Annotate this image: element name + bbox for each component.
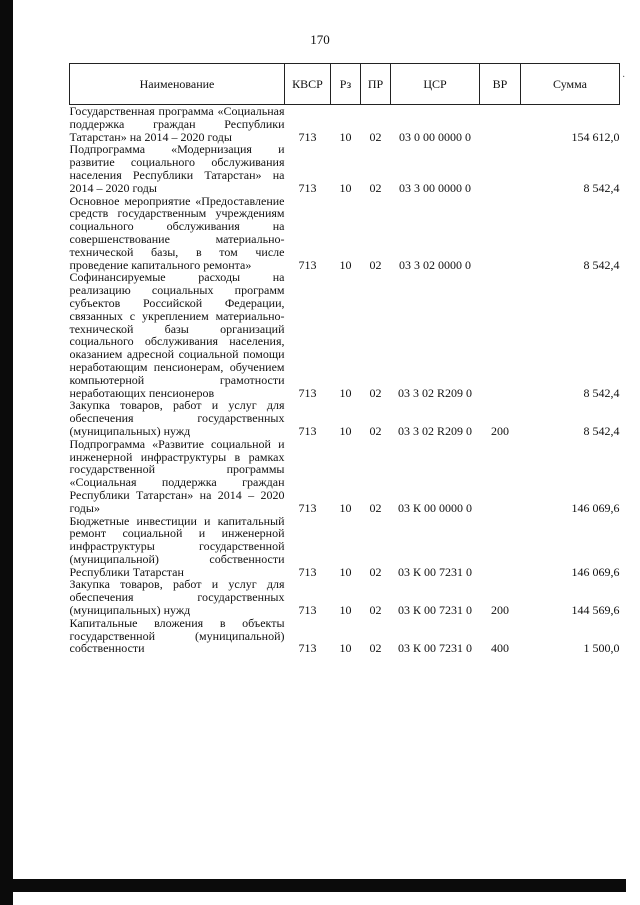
budget-table	[69, 63, 620, 655]
table-row	[70, 438, 620, 515]
header-vr: ВР	[480, 64, 521, 105]
cell-name: Подпрограмма «Модернизация и развитие социального обслуживания населения Республики Татарстан» на 2014 – 2020 годы	[69, 142, 285, 195]
cell-rz: 10	[339, 641, 352, 656]
table-row	[70, 105, 620, 144]
cell-csr: 03 3 00 0000 0	[399, 180, 471, 195]
cell-csr: 03 3 02 0000 0	[399, 257, 471, 272]
table-row	[70, 143, 620, 194]
cell-kvsr: 713	[298, 641, 317, 656]
cell-csr: 03 К 00 7231 0	[397, 603, 472, 618]
cell-pr: 02	[369, 257, 382, 272]
cell-rz: 10	[339, 257, 352, 272]
cell-sum: 154 612,0	[571, 129, 620, 144]
cell-sum: 8 542,4	[583, 180, 620, 195]
cell-rz: 10	[339, 564, 352, 579]
cell-csr: 03 К 00 7231 0	[397, 641, 472, 656]
cell-kvsr: 713	[298, 385, 317, 400]
cell-sum: 8 542,4	[583, 257, 620, 272]
cell-pr: 02	[369, 564, 382, 579]
cell-vr	[480, 271, 521, 399]
cell-sum: 146 069,6	[571, 564, 620, 579]
cell-vr	[480, 143, 521, 194]
cell-csr: 03 0 00 0000 0	[399, 129, 471, 144]
cell-vr: 200	[491, 423, 509, 438]
cell-kvsr: 713	[298, 180, 317, 195]
table-row	[70, 399, 620, 437]
header-rz: Рз	[331, 64, 361, 105]
scan-mark: ·	[622, 72, 626, 83]
table-row	[70, 578, 620, 616]
cell-sum: 144 569,6	[571, 603, 620, 618]
table-header-row	[70, 64, 620, 105]
cell-sum: 1 500,0	[583, 641, 620, 656]
header-csr: ЦСР	[391, 64, 480, 105]
cell-vr: 200	[491, 603, 509, 618]
scan-bottom-edge	[0, 879, 626, 892]
cell-rz: 10	[339, 603, 352, 618]
cell-pr: 02	[369, 603, 382, 618]
cell-name: Основное мероприятие «Предоставление средств государственным учреждениям социального обслуживания на совершенствование материально-технической базы, в том числе проведение капитального ремонта»	[69, 193, 285, 272]
cell-pr: 02	[369, 385, 382, 400]
cell-rz: 10	[339, 129, 352, 144]
cell-name: Софинансируемые расходы на реализацию социальных программ субъектов Российской Федерации, связанных с укреплением материально-технической базы организаций социального обслуживания населения, оказанием адресной социальной помощи неработающим пенсионерам, обучением компьютерной грамотности неработающих пенсионеров	[69, 270, 285, 400]
cell-name: Закупка товаров, работ и услуг для обеспечения государственных (муниципальных) нужд	[69, 577, 285, 618]
cell-kvsr: 713	[298, 564, 317, 579]
cell-pr: 02	[369, 500, 382, 515]
cell-pr: 02	[369, 641, 382, 656]
cell-sum: 8 542,4	[583, 385, 620, 400]
cell-kvsr: 713	[298, 500, 317, 515]
cell-kvsr: 713	[298, 257, 317, 272]
cell-vr	[480, 438, 521, 515]
cell-rz: 10	[339, 180, 352, 195]
table-row	[70, 617, 620, 655]
cell-sum: 146 069,6	[571, 500, 620, 515]
cell-kvsr: 713	[298, 129, 317, 144]
cell-sum: 8 542,4	[583, 423, 620, 438]
cell-kvsr: 713	[298, 603, 317, 618]
table-row	[70, 195, 620, 272]
cell-kvsr: 713	[298, 423, 317, 438]
cell-pr: 02	[369, 180, 382, 195]
table-row	[70, 515, 620, 579]
cell-vr: 400	[491, 641, 509, 656]
header-sum: Сумма	[521, 64, 620, 105]
cell-name: Капитальные вложения в объекты государственной (муниципальной) собственности	[69, 615, 285, 656]
header-pr: ПР	[361, 64, 391, 105]
cell-pr: 02	[369, 423, 382, 438]
cell-name: Закупка товаров, работ и услуг для обеспечения государственных (муниципальных) нужд	[69, 398, 285, 438]
header-kvsr: КВСР	[285, 64, 331, 105]
header-name: Наименование	[70, 64, 285, 105]
table-row	[70, 271, 620, 399]
cell-rz: 10	[339, 500, 352, 515]
cell-rz: 10	[339, 423, 352, 438]
cell-name: Бюджетные инвестиции и капитальный ремонт социальной и инженерной инфраструктуры государственной (муниципальной) собственности Республики Татарстан	[69, 513, 285, 579]
page-number: 170	[310, 32, 330, 47]
scan-left-edge	[0, 0, 13, 905]
cell-vr	[480, 195, 521, 272]
cell-csr: 03 К 00 7231 0	[397, 564, 472, 579]
cell-pr: 02	[369, 129, 382, 144]
cell-name: Подпрограмма «Развитие социальной и инженерной инфраструктуры в рамках государственной программы «Социальная поддержка граждан Республики Татарстан» на 2014 – 2020 годы»	[69, 436, 285, 515]
cell-csr: 03 3 02 R209 0	[397, 423, 472, 438]
cell-vr	[480, 105, 521, 144]
cell-rz: 10	[339, 385, 352, 400]
cell-csr: 03 К 00 0000 0	[397, 500, 472, 515]
cell-csr: 03 3 02 R209 0	[397, 385, 472, 400]
cell-name: Государственная программа «Социальная поддержка граждан Республики Татарстан» на 2014 – 2020 годы	[69, 104, 285, 144]
cell-vr	[480, 515, 521, 579]
